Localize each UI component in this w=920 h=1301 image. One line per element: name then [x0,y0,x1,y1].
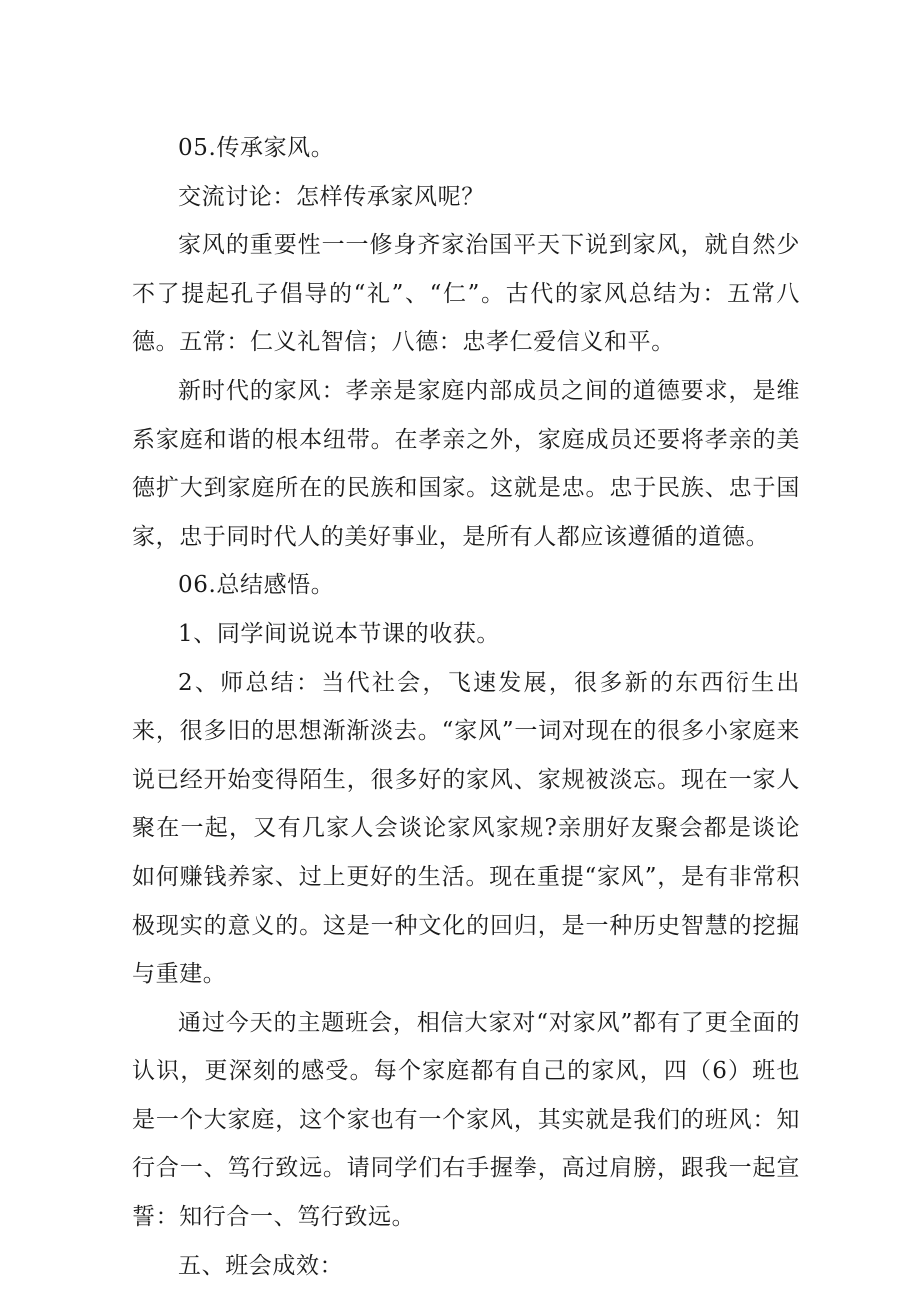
discussion-prompt: 交流讨论：怎样传承家风呢？ [178,183,485,210]
list-item-1: 1、同学间说说本节课的收获。 [178,620,501,647]
paragraph-new-era: 新时代的家风：孝亲是家庭内部成员之间的道德要求，是维系家庭和谐的根本纽带。在孝亲之外，家庭成员还要将孝亲的美德扩大到家庭所在的民族和国家。这就是忠。忠于民族、忠于国家，忠于同时代人的美好事业，是所有人都应该遵循的道德。 [132,377,800,550]
paragraph-conclusion: 通过今天的主题班会，相信大家对“对家风”都有了更全面的认识，更深刻的感受。每个家庭都有自己的家风，四（6）班也是一个大家庭，这个家也有一个家风，其实就是我们的班风：知行合一、笃行致远。请同学们右手握拳，高过肩膀，跟我一起宣誓：知行合一、笃行致远。 [132,1009,800,1231]
section-heading-05: 05.传承家风。 [178,135,335,161]
section-heading-5: 五、班会成效： [178,1252,344,1279]
section-heading-06: 06.总结感悟。 [178,572,335,599]
paragraph-importance: 家风的重要性一一修身齐家治国平天下说到家风，就自然少不了提起孔子倡导的“礼”、“仁”。古代的家风总结为：五常八德。五常：仁义礼智信；八德：忠孝仁爱信义和平。 [132,232,800,356]
list-item-2: 2、师总结：当代社会，飞速发展，很多新的东西衍生出来，很多旧的思想渐渐淡去。“家风”一词对现在的很多小家庭来说已经开始变得陌生，很多好的家风、家规被淡忘。现在一家人聚在一起，又有几家人会谈论家风家规?亲朋好友聚会都是谈论如何赚钱养家、过上更好的生活。现在重提“家风”，是有非常积极现实的意义的。这是一种文化的回归，是一种历史智慧的挖掘与重建。 [132,669,800,988]
document-body [132,124,800,1290]
